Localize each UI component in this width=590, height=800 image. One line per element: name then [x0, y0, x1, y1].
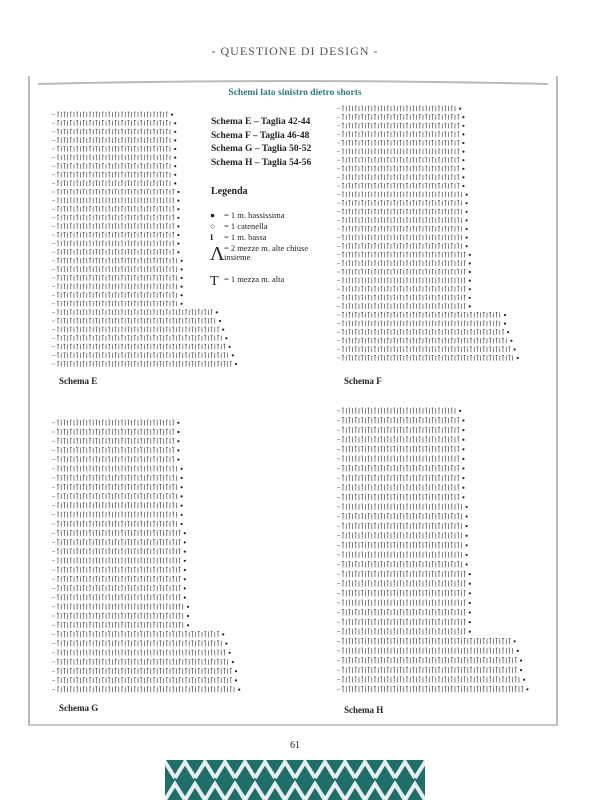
chart-row — [57, 284, 176, 289]
chart-row — [342, 261, 466, 266]
row-end-dot — [181, 468, 183, 470]
chart-row — [342, 175, 459, 180]
chart-row — [342, 278, 466, 283]
legend-text: = 2 mezze m. alte chiuse insieme — [224, 243, 309, 262]
chart-row — [57, 146, 170, 151]
row-end-dot — [232, 661, 234, 663]
row-end-dot — [469, 262, 471, 264]
chart-row — [57, 129, 170, 134]
legend-text: = 1 catenella — [224, 221, 268, 231]
chart-row — [342, 485, 459, 491]
row-end-dot — [184, 569, 186, 571]
chart-row — [57, 155, 170, 160]
row-end-dot — [184, 578, 186, 580]
row-end-dot — [174, 139, 176, 141]
row-end-dot — [514, 640, 516, 642]
row-end-dot — [181, 486, 183, 488]
row-end-dot — [238, 689, 240, 691]
row-end-dot — [184, 587, 186, 589]
chart-row — [57, 438, 174, 444]
chart-row — [342, 658, 517, 664]
size-item: Schema G – Taglia 50-52 — [211, 144, 312, 154]
row-end-dot — [235, 363, 237, 365]
row-end-dot — [181, 514, 183, 516]
chart-row — [57, 549, 181, 555]
chart-row — [342, 192, 461, 197]
row-end-dot — [466, 219, 468, 221]
chart-row — [57, 558, 181, 564]
row-end-dot — [514, 348, 516, 350]
row-end-dot — [181, 523, 183, 525]
chart-row — [57, 448, 174, 454]
row-end-dot — [184, 541, 186, 543]
chart-row — [342, 610, 466, 616]
chart-row — [342, 330, 504, 335]
row-end-dot — [174, 148, 176, 150]
row-end-dot — [177, 251, 179, 253]
row-end-dot — [466, 563, 468, 565]
row-end-dot — [466, 525, 468, 527]
chart-row — [57, 344, 225, 349]
legend-text: = 1 mezza m. alta — [224, 274, 285, 284]
chart-row — [57, 189, 174, 194]
row-end-dot — [520, 659, 522, 661]
chart-row — [57, 301, 176, 306]
row-end-dot — [469, 583, 471, 585]
row-end-dot — [466, 544, 468, 546]
chart-row — [342, 581, 466, 587]
row-end-dot — [177, 431, 179, 433]
chart-row — [342, 355, 513, 360]
chart-row — [342, 166, 459, 171]
row-end-dot — [181, 277, 183, 279]
running-header: - QUESTIONE DI DESIGN - — [211, 44, 379, 58]
chart-row — [57, 466, 176, 472]
chart-row — [342, 106, 455, 111]
chart-row — [342, 456, 459, 462]
row-end-dot — [469, 631, 471, 633]
row-end-dot — [222, 633, 224, 635]
row-end-dot — [466, 515, 468, 517]
chart-row — [57, 207, 174, 212]
row-end-dot — [462, 487, 464, 489]
chart-row — [342, 347, 510, 352]
chart-row — [342, 523, 461, 529]
chart-row — [57, 138, 170, 143]
row-end-dot — [466, 506, 468, 508]
row-end-dot — [469, 297, 471, 299]
chart-row — [342, 218, 461, 223]
chart-row — [57, 613, 183, 619]
legend-title: Legenda — [211, 186, 248, 197]
chart-row — [57, 318, 215, 323]
row-end-dot — [462, 133, 464, 135]
row-end-dot — [466, 228, 468, 230]
row-end-dot — [181, 505, 183, 507]
row-end-dot — [504, 323, 506, 325]
row-end-dot — [229, 346, 231, 348]
chart-row — [342, 304, 466, 309]
chart-row — [342, 466, 459, 472]
row-end-dot — [174, 157, 176, 159]
chart-row — [57, 632, 219, 638]
chart-row — [342, 638, 510, 644]
chart-row — [342, 338, 506, 343]
chart-row — [57, 327, 219, 332]
row-end-dot — [184, 532, 186, 534]
row-end-dot — [171, 114, 173, 116]
row-end-dot — [526, 688, 528, 690]
chart-row — [57, 241, 174, 246]
chart-row — [342, 562, 461, 568]
chart-row — [342, 475, 459, 481]
chart-row — [342, 590, 466, 596]
chart-row — [342, 446, 459, 452]
legend-text: = 1 m. bassissima — [224, 210, 285, 220]
chart-row — [57, 181, 170, 186]
chart-row — [342, 201, 461, 206]
chart-row — [57, 361, 232, 366]
chart-row — [57, 687, 234, 693]
chart-row — [57, 595, 181, 601]
row-end-dot — [177, 225, 179, 227]
chart-row — [57, 567, 181, 573]
row-end-dot — [523, 679, 525, 681]
crochet-chart — [337, 408, 529, 692]
row-end-dot — [187, 624, 189, 626]
row-end-dot — [469, 621, 471, 623]
size-item: Schema H – Taglia 54-56 — [211, 157, 312, 168]
half-double-icon: T — [210, 274, 219, 289]
row-end-dot — [466, 245, 468, 247]
chart-row — [342, 437, 459, 443]
chart-label-h: Schema H — [344, 705, 384, 715]
chart-row — [342, 648, 513, 654]
row-end-dot — [510, 340, 512, 342]
row-end-dot — [174, 182, 176, 184]
open-circle-icon: ○ — [210, 221, 216, 231]
row-end-dot — [462, 477, 464, 479]
chart-row — [342, 677, 519, 683]
crochet-chart — [52, 420, 240, 692]
row-end-dot — [459, 410, 461, 412]
chart-row — [57, 198, 174, 203]
chart-row — [342, 312, 500, 317]
row-end-dot — [462, 168, 464, 170]
row-end-dot — [462, 116, 464, 118]
row-end-dot — [181, 286, 183, 288]
row-end-dot — [466, 194, 468, 196]
row-end-dot — [177, 217, 179, 219]
row-end-dot — [469, 280, 471, 282]
row-end-dot — [216, 311, 218, 313]
row-end-dot — [469, 592, 471, 594]
page-title: Schemi lato sinistro dietro shorts — [228, 88, 362, 98]
row-end-dot — [177, 422, 179, 424]
filled-dot-icon: ● — [210, 210, 216, 220]
chart-row — [57, 112, 168, 117]
chart-row — [342, 504, 461, 510]
size-item: Schema E – Taglia 42-44 — [211, 117, 311, 127]
chart-row — [57, 668, 232, 674]
row-end-dot — [177, 191, 179, 193]
chart-row — [57, 530, 181, 536]
row-end-dot — [235, 670, 237, 672]
chart-row — [57, 622, 183, 628]
row-end-dot — [462, 439, 464, 441]
row-end-dot — [462, 151, 464, 153]
row-end-dot — [232, 354, 234, 356]
chart-row — [57, 659, 228, 665]
row-end-dot — [177, 440, 179, 442]
row-end-dot — [469, 271, 471, 273]
chart-row — [57, 484, 176, 490]
row-end-dot — [177, 200, 179, 202]
chart-row — [342, 209, 461, 214]
row-end-dot — [469, 288, 471, 290]
row-end-dot — [181, 477, 183, 479]
row-end-dot — [222, 329, 224, 331]
chart-row — [57, 232, 174, 237]
row-end-dot — [462, 496, 464, 498]
row-end-dot — [174, 122, 176, 124]
chart-row — [342, 533, 461, 539]
row-end-dot — [177, 449, 179, 451]
single-crochet-icon: I — [210, 232, 214, 242]
chart-row — [342, 667, 517, 673]
row-end-dot — [466, 202, 468, 204]
hdc-together-icon: Λ — [210, 243, 225, 265]
chart-row — [342, 619, 466, 625]
chart-row — [342, 600, 466, 606]
chart-row — [57, 475, 176, 481]
row-end-dot — [517, 357, 519, 359]
row-end-dot — [177, 243, 179, 245]
chart-row — [57, 336, 221, 341]
row-end-dot — [469, 602, 471, 604]
chart-row — [57, 250, 174, 255]
chart-row — [57, 494, 176, 500]
chart-row — [57, 512, 176, 518]
row-end-dot — [225, 643, 227, 645]
chart-row — [57, 310, 213, 315]
row-end-dot — [462, 419, 464, 421]
chart-row — [342, 418, 459, 424]
chart-row — [342, 321, 500, 326]
row-end-dot — [462, 429, 464, 431]
chart-row — [342, 115, 459, 120]
chart-row — [57, 258, 176, 263]
page-number: 61 — [290, 740, 300, 751]
chart-row — [342, 132, 459, 137]
chart-row — [57, 429, 174, 435]
chart-row — [57, 604, 183, 610]
row-end-dot — [469, 611, 471, 613]
chart-row — [57, 267, 176, 272]
chart-row — [342, 542, 461, 548]
row-end-dot — [462, 142, 464, 144]
chart-row — [342, 123, 459, 128]
row-end-dot — [462, 467, 464, 469]
chart-row — [342, 252, 466, 257]
row-end-dot — [187, 606, 189, 608]
row-end-dot — [184, 560, 186, 562]
row-end-dot — [462, 185, 464, 187]
row-end-dot — [504, 314, 506, 316]
chart-row — [57, 678, 232, 684]
row-end-dot — [225, 337, 227, 339]
row-end-dot — [177, 234, 179, 236]
knit-pattern-image — [165, 760, 425, 800]
chart-label-g: Schema G — [59, 703, 99, 713]
chart-row — [57, 521, 176, 527]
row-end-dot — [462, 176, 464, 178]
row-end-dot — [235, 679, 237, 681]
chart-row — [57, 641, 221, 647]
chart-row — [342, 140, 459, 145]
chart-row — [342, 514, 461, 520]
chart-row — [342, 571, 466, 577]
chart-row — [342, 244, 461, 249]
chart-row — [57, 164, 170, 169]
row-end-dot — [174, 174, 176, 176]
row-end-dot — [462, 159, 464, 161]
row-end-dot — [181, 268, 183, 270]
row-end-dot — [466, 237, 468, 239]
chart-row — [57, 293, 176, 298]
row-end-dot — [187, 615, 189, 617]
row-end-dot — [174, 131, 176, 133]
row-end-dot — [181, 260, 183, 262]
chart-row — [57, 576, 181, 582]
chart-row — [342, 235, 461, 240]
row-end-dot — [466, 211, 468, 213]
row-end-dot — [466, 535, 468, 537]
row-end-dot — [181, 495, 183, 497]
chart-label-e: Schema E — [59, 376, 98, 386]
watermark: PassionForum.ru — [521, 775, 582, 784]
chart-row — [342, 408, 455, 414]
chart-row — [57, 172, 170, 177]
row-end-dot — [462, 125, 464, 127]
row-end-dot — [177, 208, 179, 210]
chart-row — [342, 494, 459, 500]
row-end-dot — [219, 320, 221, 322]
row-end-dot — [469, 254, 471, 256]
row-end-dot — [459, 108, 461, 110]
chart-row — [342, 686, 523, 692]
chart-row — [342, 295, 466, 300]
chart-row — [57, 353, 228, 358]
chart-row — [342, 269, 466, 274]
row-end-dot — [466, 554, 468, 556]
crochet-chart — [52, 112, 237, 367]
chart-row — [57, 586, 181, 592]
row-end-dot — [229, 652, 231, 654]
legend-text: = 1 m. bassa — [224, 232, 267, 242]
row-end-dot — [184, 551, 186, 553]
row-end-dot — [181, 303, 183, 305]
chart-row — [342, 226, 461, 231]
row-end-dot — [469, 573, 471, 575]
row-end-dot — [177, 459, 179, 461]
chart-row — [342, 158, 459, 163]
chart-row — [57, 503, 176, 509]
row-end-dot — [462, 448, 464, 450]
row-end-dot — [184, 597, 186, 599]
row-end-dot — [181, 294, 183, 296]
chart-row — [342, 629, 466, 635]
chart-row — [57, 650, 225, 656]
chart-row — [57, 540, 181, 546]
chart-label-f: Schema F — [344, 376, 382, 386]
row-end-dot — [520, 669, 522, 671]
chart-row — [57, 457, 174, 463]
chart-row — [342, 149, 459, 154]
chart-row — [342, 427, 459, 433]
row-end-dot — [517, 650, 519, 652]
chart-row — [57, 420, 174, 426]
chart-row — [57, 224, 174, 229]
chart-row — [57, 275, 176, 280]
chart-row — [57, 215, 174, 220]
row-end-dot — [462, 458, 464, 460]
chart-row — [342, 552, 461, 558]
row-end-dot — [507, 331, 509, 333]
row-end-dot — [174, 165, 176, 167]
crochet-chart — [337, 106, 519, 361]
chart-row — [342, 183, 459, 188]
row-end-dot — [469, 305, 471, 307]
chart-row — [342, 287, 466, 292]
chart-row — [57, 121, 170, 126]
size-item: Schema F – Taglia 46-48 — [211, 130, 310, 141]
